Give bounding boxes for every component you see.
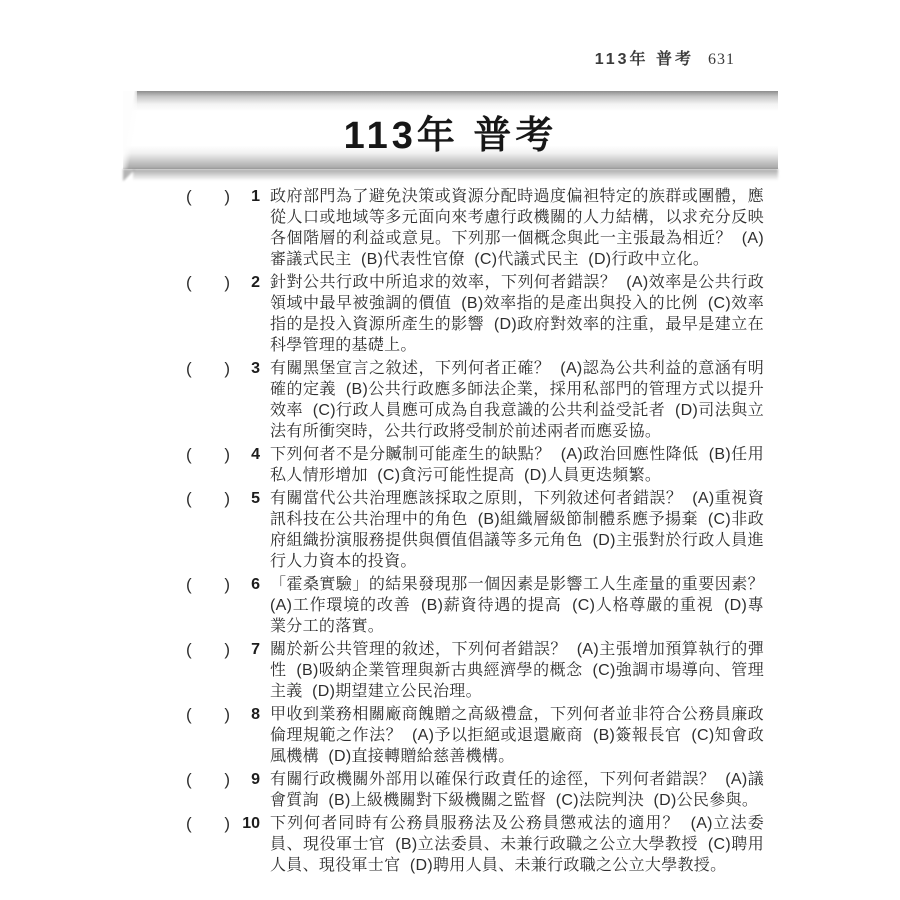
chapter-title-banner bbox=[123, 91, 778, 169]
question-text: 下列何者同時有公務員服務法及公務員懲戒法的適用？ (A)立法委員、現役軍士官 (B)立法委員、未兼行政職之公立大學教授 (C)聘用人員、現役軍士官 (D)聘用人員、未兼行政職之公立大學教授。 bbox=[270, 815, 764, 874]
question-number: 4 bbox=[251, 446, 260, 463]
question-text: 有關黑堡宣言之敘述，下列何者正確？ (A)認為公共利益的意涵有明確的定義 (B)公共行政應多師法企業，採用私部門的管理方式以提升效率 (C)行政人員應可成為自我意識的公共利益受託者 (D)司法與立法有所衝突時，公共行政將受制於前述兩者而應妥協。 bbox=[270, 360, 764, 440]
question-row bbox=[186, 704, 764, 767]
question-text: 針對公共行政中所追求的效率，下列何者錯誤？ (A)效率是公共行政領域中最早被強調的價值 (B)效率指的是產出與投入的比例 (C)效率指的是投入資源所產生的影響 (D)政府對效率的注重，最早是建立在科學管理的基礎上。 bbox=[270, 274, 764, 354]
question-row bbox=[186, 639, 764, 702]
header-edition-label: 113年 普考 bbox=[594, 51, 694, 68]
answer-blank-open: ( bbox=[186, 273, 192, 292]
answer-blank bbox=[186, 769, 230, 790]
answer-blank-open: ( bbox=[186, 187, 192, 206]
answer-blank-close: ) bbox=[224, 575, 230, 594]
answer-blank-open: ( bbox=[186, 814, 192, 833]
question-text: 甲收到業務相關廠商餽贈之高級禮盒，下列何者並非符合公務員廉政倫理規範之作法？ (A)予以拒絕或退還廠商 (B)簽報長官 (C)知會政風機構 (D)直接轉贈給慈善機構。 bbox=[270, 706, 764, 765]
question-number: 5 bbox=[251, 490, 260, 507]
answer-blank-close: ) bbox=[224, 273, 230, 292]
chapter-title: 113年 普考 bbox=[343, 114, 558, 157]
question-row bbox=[186, 358, 764, 442]
question-number: 6 bbox=[251, 576, 260, 593]
answer-blank-close: ) bbox=[224, 640, 230, 659]
question-row bbox=[186, 813, 764, 876]
answer-blank-open: ( bbox=[186, 489, 192, 508]
answer-blank-close: ) bbox=[224, 187, 230, 206]
answer-blank-open: ( bbox=[186, 575, 192, 594]
question-row bbox=[186, 574, 774, 637]
answer-blank-open: ( bbox=[186, 445, 192, 464]
question-text: 下列何者不是分贓制可能產生的缺點？ (A)政治回應性降低 (B)任用私人情形增加 (C)貪污可能性提高 (D)人員更迭頻繁。 bbox=[270, 446, 764, 484]
answer-blank-open: ( bbox=[186, 359, 192, 378]
question-text: 「霍桑實驗」的結果發現那一個因素是影響工人生產量的重要因素？ (A)工作環境的改善 (B)薪資待遇的提高 (C)人格尊嚴的重視 (D)專業分工的落實。 bbox=[270, 576, 774, 635]
question-number: 9 bbox=[251, 771, 260, 788]
answer-blank-close: ) bbox=[224, 814, 230, 833]
question-number: 7 bbox=[251, 641, 260, 658]
answer-blank-open: ( bbox=[186, 640, 192, 659]
running-header bbox=[595, 46, 735, 69]
answer-blank bbox=[186, 186, 230, 207]
answer-blank-open: ( bbox=[186, 705, 192, 724]
question-number: 10 bbox=[242, 815, 260, 832]
answer-blank bbox=[186, 704, 230, 725]
question-row bbox=[186, 488, 764, 572]
question-number: 1 bbox=[251, 188, 260, 205]
answer-blank bbox=[186, 813, 230, 834]
question-number: 3 bbox=[251, 360, 260, 377]
answer-blank bbox=[186, 358, 230, 379]
answer-blank bbox=[186, 574, 230, 595]
answer-blank bbox=[186, 639, 230, 660]
question-row bbox=[186, 444, 764, 486]
answer-blank-open: ( bbox=[186, 770, 192, 789]
question-number: 2 bbox=[251, 274, 260, 291]
answer-blank-close: ) bbox=[224, 489, 230, 508]
answer-blank-close: ) bbox=[224, 705, 230, 724]
banner-shadow bbox=[133, 169, 778, 182]
question-text: 政府部門為了避免決策或資源分配時過度偏袒特定的族群或團體，應從人口或地域等多元面向來考慮行政機關的人力結構，以求充分反映各個階層的利益或意見。下列那一個概念與此一主張最為相近？ (A)審議式民主 (B)代表性官僚 (C)代議式民主 (D)行政中立化。 bbox=[270, 188, 764, 268]
answer-blank bbox=[186, 444, 230, 465]
question-list bbox=[186, 186, 774, 878]
answer-blank bbox=[186, 272, 230, 293]
question-row bbox=[186, 272, 764, 356]
header-page-number: 631 bbox=[708, 51, 735, 68]
answer-blank-close: ) bbox=[224, 770, 230, 789]
question-number: 8 bbox=[251, 706, 260, 723]
answer-blank bbox=[186, 488, 230, 509]
answer-blank-close: ) bbox=[224, 359, 230, 378]
question-text: 有關當代公共治理應該採取之原則，下列敘述何者錯誤？ (A)重視資訊科技在公共治理中的角色 (B)組織層級節制體系應予揚棄 (C)非政府組織扮演服務提供與價值倡議等多元角色 (D)主張對於行政人員進行人力資本的投資。 bbox=[270, 490, 764, 570]
question-text: 有關行政機關外部用以確保行政責任的途徑，下列何者錯誤？ (A)議會質詢 (B)上級機關對下級機關之監督 (C)法院判決 (D)公民參與。 bbox=[270, 771, 764, 809]
answer-blank-close: ) bbox=[224, 445, 230, 464]
question-text: 關於新公共管理的敘述，下列何者錯誤？ (A)主張增加預算執行的彈性 (B)吸納企業管理與新古典經濟學的概念 (C)強調市場導向、管理主義 (D)期望建立公民治理。 bbox=[270, 641, 764, 700]
question-row bbox=[186, 186, 764, 270]
question-row bbox=[186, 769, 764, 811]
